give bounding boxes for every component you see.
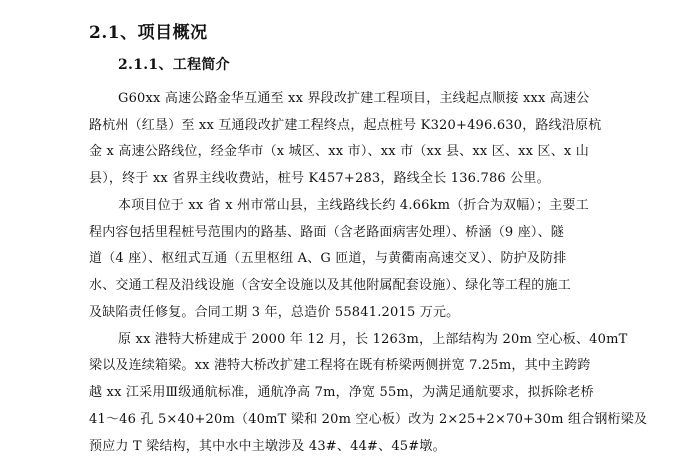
paragraph-line: 路杭州（红垦）至 xx 互通段改扩建工程终点，起点桩号 K320+496.630，路线沿原杭 bbox=[89, 118, 602, 133]
paragraph-line: 金 x 高速公路线位，经金华市（x 城区、xx 市）、xx 市（xx 县、xx 区、xx 区、x 山 bbox=[89, 144, 590, 159]
paragraph-line: 梁以及连续箱梁。xx 港特大桥改扩建工程将在既有桥梁两侧拼宽 7.25m，其中主跨跨 bbox=[89, 358, 591, 373]
paragraph-line: 41～46 孔 5×40+20m（40mT 梁和 20m 空心板）改为 2×25+2×70+30m 组合钢桁梁及 bbox=[89, 412, 648, 427]
subsection-title: 2.1.1、工程简介 bbox=[118, 57, 230, 73]
paragraph-line: 县），终于 xx 省界主线收费站，桩号 K457+283，路线全长 136.786 公里。 bbox=[89, 171, 550, 186]
paragraph-line: 及缺陷责任修复。合同工期 3 年，总造价 55841.2015 万元。 bbox=[89, 305, 460, 320]
paragraph-line: 越 xx 江采用Ⅲ级通航标准，通航净高 7m，净宽 55m，为满足通航要求，拟拆除老桥 bbox=[89, 385, 594, 400]
section-title: 2.1、项目概况 bbox=[89, 23, 208, 43]
paragraph-line: G60xx 高速公路金华互通至 xx 界段改扩建工程项目，主线起点顺接 xxx 高速公 bbox=[118, 91, 590, 106]
paragraph-line: 预应力 T 梁结构，其中水中主墩涉及 43#、44#、45#墩。 bbox=[89, 439, 446, 454]
paragraph-line: 本项目位于 xx 省 x 州市常山县，主线路线长约 4.66km（折合为双幅）；主要工 bbox=[118, 198, 589, 213]
paragraph-line: 道（4 座）、枢纽式互通（五里枢纽 A、G 匝道，与黄衢南高速交叉）、防护及防排 bbox=[89, 251, 567, 266]
paragraph-line: 水、交通工程及沿线设施（含安全设施以及其他附属配套设施）、绿化等工程的施工 bbox=[89, 278, 571, 293]
paragraph-line: 原 xx 港特大桥建成于 2000 年 12 月，长 1263m，上部结构为 20m 空心板、40mT bbox=[118, 332, 628, 347]
paragraph-line: 程内容包括里程桩号范围内的路基、路面（含老路面病害处理）、桥涵（9 座）、隧 bbox=[89, 225, 565, 240]
